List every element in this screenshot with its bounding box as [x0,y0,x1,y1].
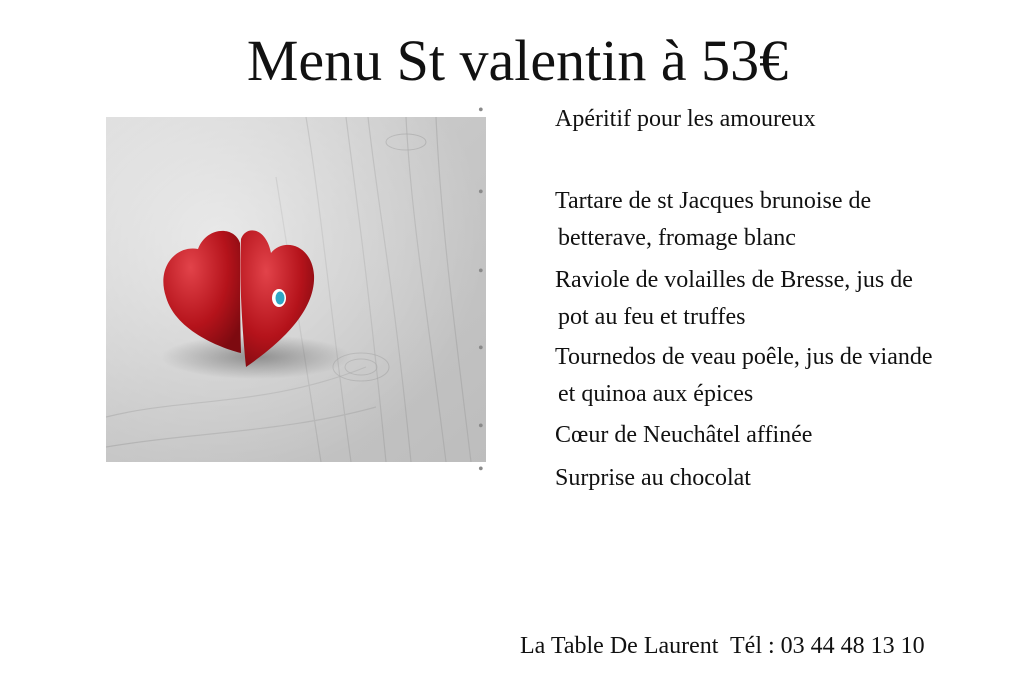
bullet-icon: • [478,418,484,435]
dish-name [555,460,1015,497]
bullet-icon: • [478,184,484,201]
dish-name [555,262,1015,336]
dish-line: Surprise au chocolat [555,465,751,491]
dish-line: pot au feu et truffes [558,304,746,330]
dish-line: betterave, fromage blanc [558,225,796,251]
dish-name [555,101,1015,138]
dish-name [555,339,1015,413]
dish-name [555,417,1015,454]
dish-line: Cœur de Neuchâtel affinée [555,422,813,448]
menu-title: Menu St valentin à 53€ [246,28,789,93]
restaurant-contact: La Table De Laurent Tél : 03 44 48 13 10 [520,633,925,659]
dish-line: Tartare de st Jacques brunoise de [555,188,872,214]
dish-line: Raviole de volailles de Bresse, jus de [555,267,913,293]
bullet-icon: • [478,461,484,478]
dish-line: Apéritif pour les amoureux [555,106,816,132]
dish-line: Tournedos de veau poêle, jus de viande [555,344,933,370]
bullet-icon: • [478,102,484,119]
bullet-icon: • [478,340,484,357]
bullet-icon: • [478,263,484,280]
dish-line: et quinoa aux épices [558,381,754,407]
dish-name [555,183,1015,257]
